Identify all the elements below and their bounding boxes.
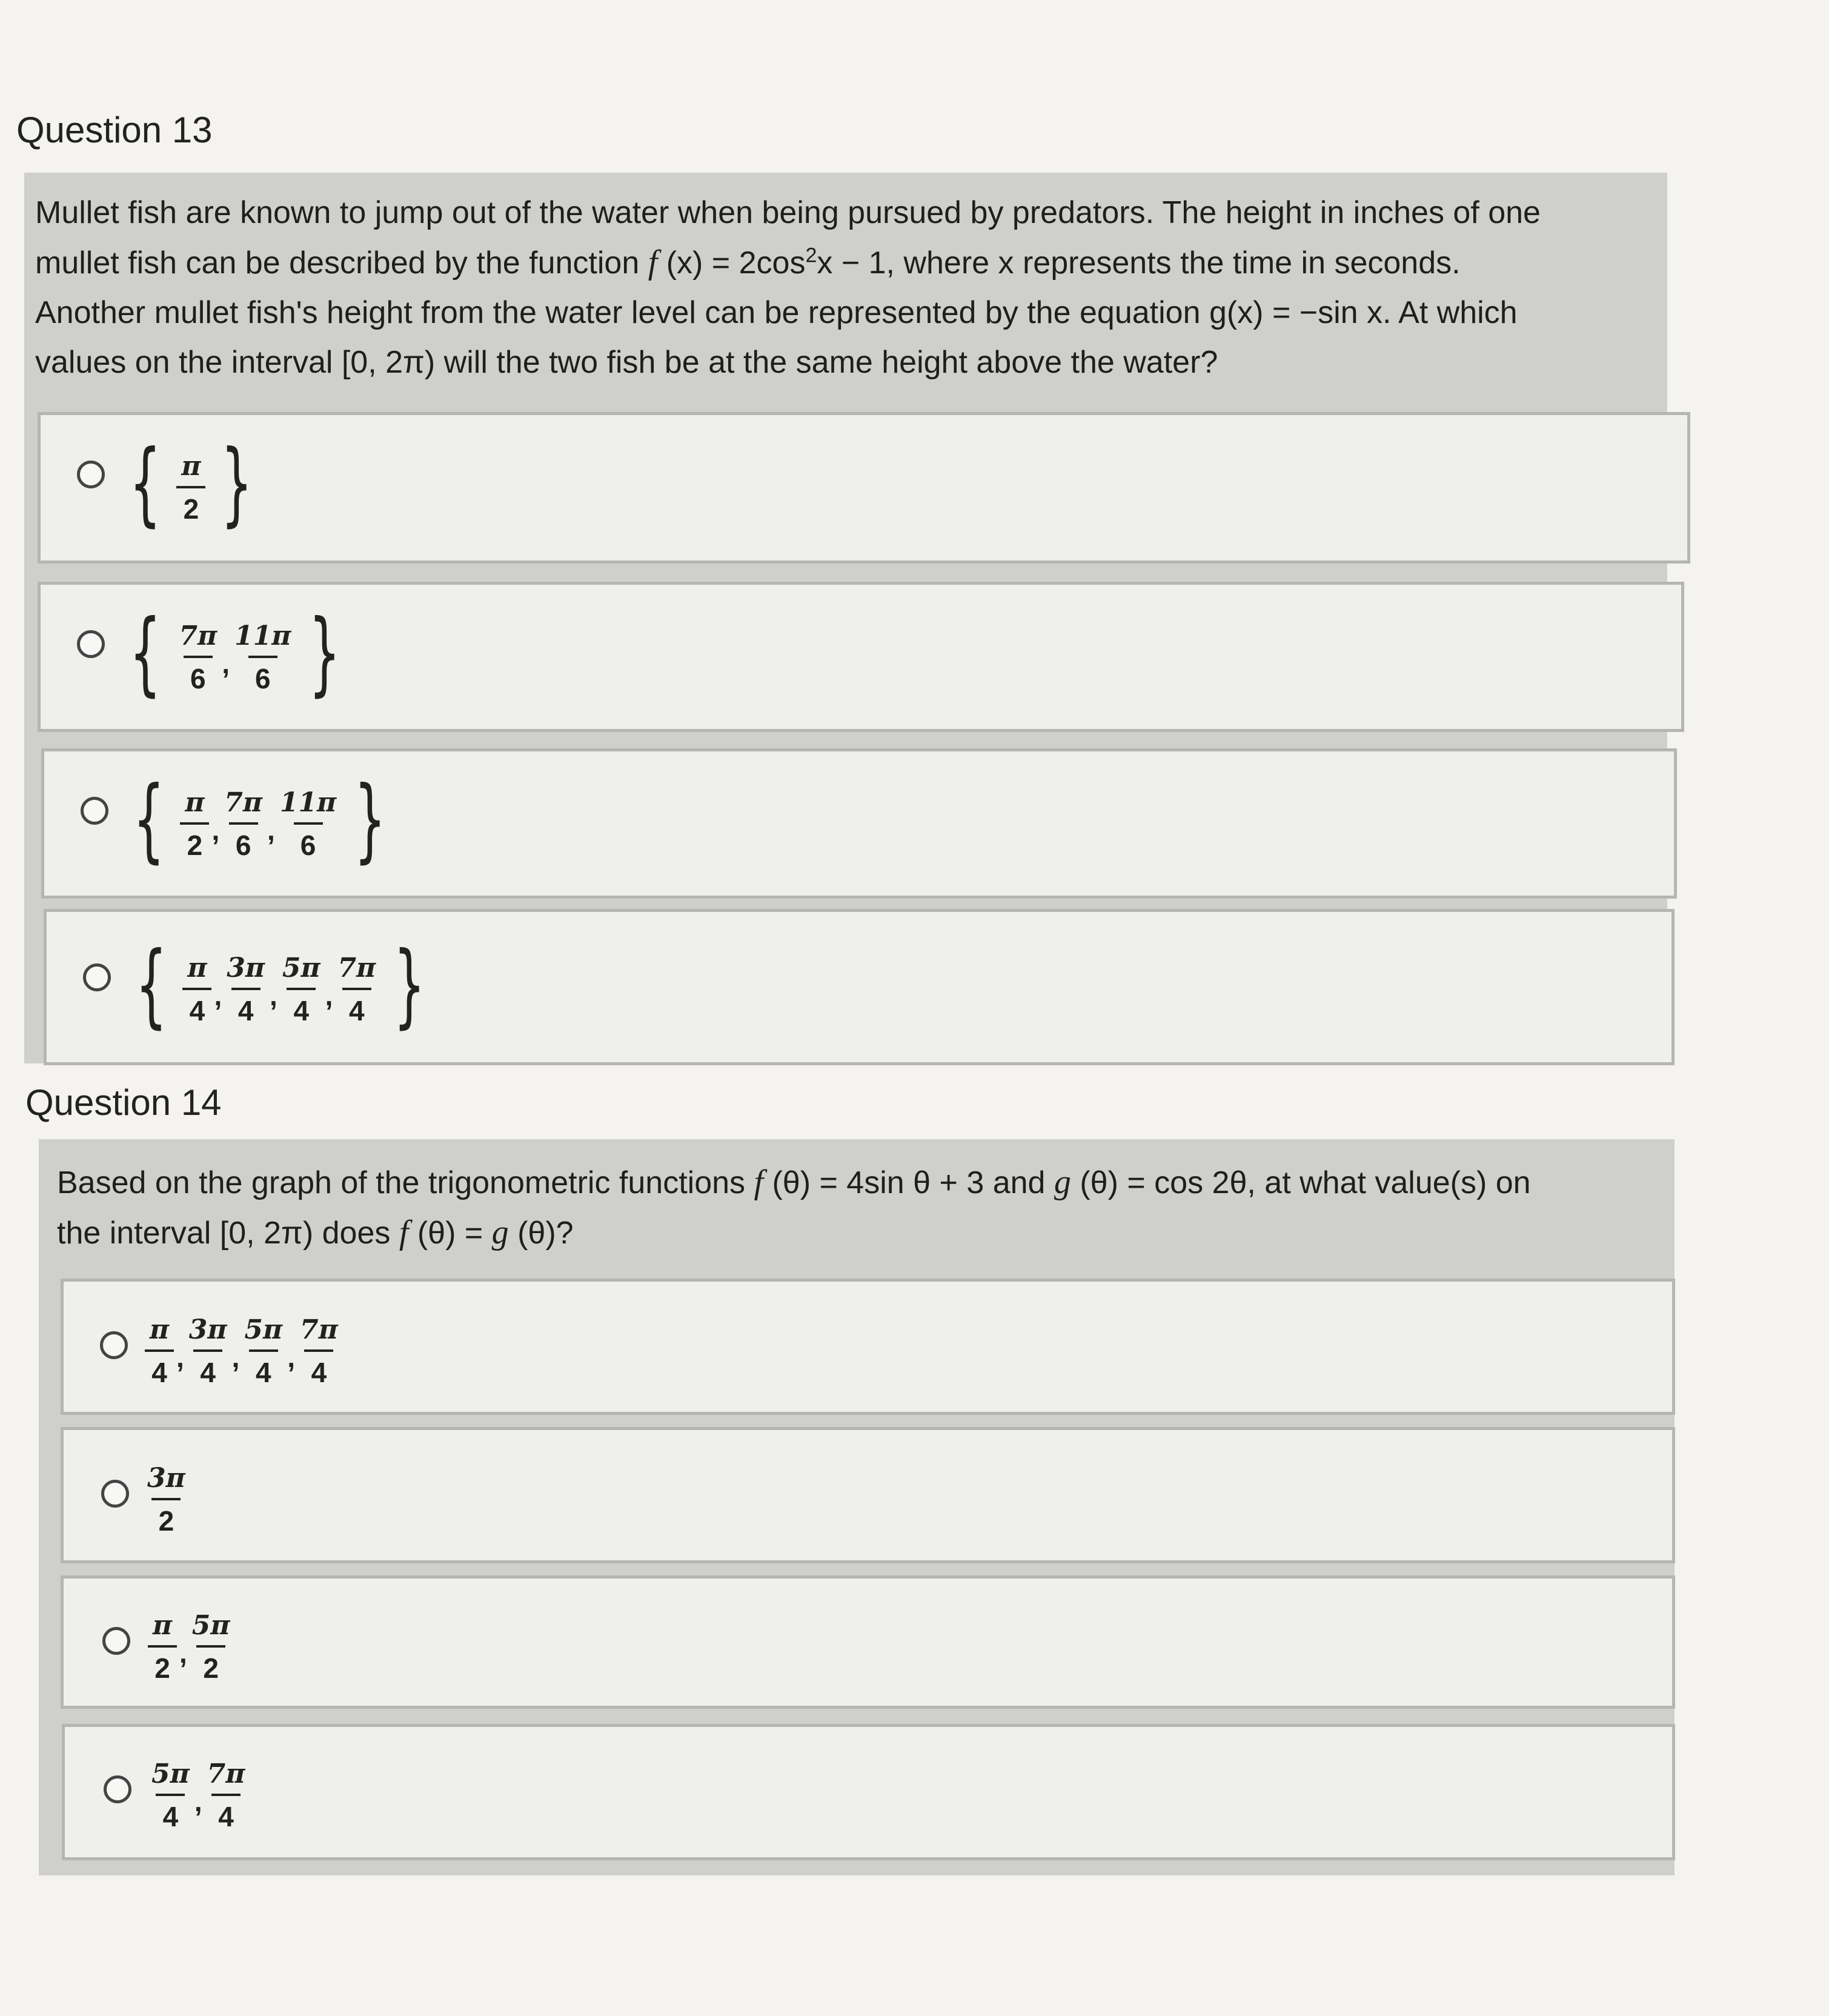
question-13-prompt — [35, 188, 1647, 387]
fraction-denominator: 6 — [229, 822, 258, 862]
q13-option-d-answer — [122, 929, 439, 1050]
q13-l2-text-c: x − 1, where x represents the time in seconds. — [817, 245, 1461, 281]
q14-l1-text-c: (θ) = cos 2θ, at what value(s) on — [1071, 1165, 1531, 1200]
q14-l1-g: g — [1054, 1163, 1071, 1201]
fraction-numerator: 7π — [207, 1758, 245, 1789]
q14-l1-f: f — [754, 1163, 764, 1201]
fraction-denominator: 4 — [193, 1349, 222, 1389]
fraction-numerator: 5π — [244, 1314, 283, 1345]
question-13-line-1: Mullet fish are known to jump out of the water when being pursued by predators. The height in inches of one — [35, 195, 1541, 230]
fraction-denominator: 2 — [151, 1498, 181, 1538]
fraction-numerator: 11π — [279, 787, 337, 818]
fraction-numerator: π — [185, 787, 205, 818]
fraction — [335, 951, 378, 1028]
fraction — [222, 786, 265, 862]
fraction-denominator: 4 — [145, 1349, 174, 1389]
q14-option-c-radio[interactable] — [102, 1627, 130, 1655]
q13-option-c-radio[interactable] — [81, 797, 108, 825]
left-brace: { — [129, 600, 161, 706]
comma: , — [325, 980, 333, 1011]
q13-option-a-radio[interactable] — [77, 461, 105, 488]
fraction-numerator: 5π — [151, 1758, 190, 1789]
fraction-numerator: π — [187, 953, 207, 983]
fraction-denominator: 4 — [156, 1794, 185, 1834]
fraction-denominator: 4 — [249, 1349, 278, 1389]
q14-option-a-radio[interactable] — [100, 1331, 128, 1359]
fraction-numerator: 5π — [282, 953, 320, 983]
comma: , — [287, 1342, 295, 1373]
fraction — [180, 786, 209, 862]
question-14-prompt — [57, 1157, 1656, 1258]
fraction — [224, 951, 267, 1028]
fraction-denominator: 2 — [176, 486, 205, 526]
fraction-numerator: 7π — [337, 953, 376, 983]
fraction — [232, 619, 293, 696]
fraction — [190, 1609, 233, 1685]
fraction-numerator: 7π — [224, 787, 263, 818]
question-13-title: Question 13 — [16, 110, 213, 150]
q13-option-b-radio[interactable] — [77, 630, 105, 658]
q13-option-c[interactable] — [41, 748, 1677, 899]
q14-l1-text-b: (θ) = 4sin θ + 3 and — [763, 1165, 1054, 1200]
fraction — [297, 1313, 340, 1389]
right-brace: } — [393, 933, 426, 1038]
comma: , — [267, 814, 275, 846]
q13-option-a-answer — [116, 427, 266, 548]
q13-l2-sup: 2 — [805, 244, 817, 267]
question-13-line-2 — [35, 238, 1647, 288]
q13-option-b-answer — [116, 597, 354, 718]
fraction — [205, 1757, 248, 1834]
fraction — [280, 951, 323, 1028]
q14-l2-f: f — [399, 1214, 409, 1251]
q14-option-d[interactable] — [62, 1724, 1675, 1860]
question-14-title: Question 14 — [25, 1082, 222, 1123]
q13-l2-f: f — [648, 244, 658, 281]
fraction-numerator: 7π — [179, 620, 217, 651]
q13-option-b[interactable] — [38, 582, 1684, 732]
fraction-denominator: 2 — [148, 1645, 177, 1685]
fraction — [148, 1609, 177, 1685]
left-brace: { — [133, 767, 165, 873]
fraction-denominator: 4 — [304, 1349, 333, 1389]
comma: , — [211, 814, 220, 846]
q14-option-b-answer — [142, 1454, 190, 1545]
fraction-denominator: 4 — [211, 1794, 241, 1834]
fraction-numerator: 3π — [188, 1314, 227, 1345]
q14-option-c-answer — [145, 1602, 235, 1692]
fraction-numerator: 7π — [300, 1314, 338, 1345]
q14-l2-text-c: (θ)? — [508, 1216, 574, 1251]
q14-option-a[interactable] — [61, 1279, 1675, 1415]
fraction-denominator: 4 — [231, 988, 261, 1028]
q13-option-d-radio[interactable] — [83, 963, 111, 991]
right-brace: } — [354, 767, 387, 873]
comma: , — [176, 1342, 184, 1373]
q14-option-d-radio[interactable] — [104, 1775, 131, 1803]
left-brace: { — [135, 933, 167, 1038]
question-13-line-4: values on the interval [0, 2π) will the two fish be at the same height above the water? — [35, 345, 1218, 380]
question-13-line-3: Another mullet fish's height from the water level can be represented by the equation g(x) = −sin x. At which — [35, 295, 1518, 330]
question-14-line-2 — [57, 1208, 1656, 1258]
q14-l1-text-a: Based on the graph of the trigonometric functions — [57, 1165, 754, 1200]
fraction — [277, 786, 339, 862]
fraction-denominator: 2 — [196, 1645, 225, 1685]
q13-l2-text-b: (x) = 2cos — [657, 245, 806, 281]
q14-option-d-answer — [147, 1750, 250, 1841]
q14-option-c[interactable] — [61, 1575, 1675, 1709]
q13-option-d[interactable] — [44, 909, 1675, 1065]
fraction-denominator: 6 — [294, 822, 323, 862]
q14-l2-text-b: (θ) = — [408, 1216, 492, 1251]
left-brace: { — [129, 431, 161, 536]
fraction-denominator: 2 — [180, 822, 209, 862]
fraction-numerator: π — [149, 1314, 170, 1345]
fraction-denominator: 6 — [248, 656, 277, 696]
fraction — [149, 1757, 192, 1834]
fraction-denominator: 4 — [182, 988, 211, 1028]
comma: , — [179, 1637, 187, 1669]
fraction — [182, 951, 211, 1028]
q14-option-b-radio[interactable] — [101, 1480, 129, 1508]
right-brace: } — [221, 431, 253, 536]
fraction — [187, 1313, 230, 1389]
fraction-numerator: 11π — [234, 620, 291, 651]
fraction — [242, 1313, 285, 1389]
fraction-denominator: 6 — [184, 656, 213, 696]
fraction — [145, 1462, 188, 1538]
q14-option-a-answer — [142, 1306, 343, 1397]
fraction-denominator: 4 — [287, 988, 316, 1028]
fraction-numerator: π — [152, 1610, 173, 1641]
fraction-denominator: 4 — [342, 988, 371, 1028]
q14-option-b[interactable] — [61, 1427, 1675, 1563]
fraction — [176, 619, 219, 696]
question-14-line-1 — [57, 1157, 1656, 1208]
q14-l2-text-a: the interval [0, 2π) does — [57, 1216, 399, 1251]
q13-l2-text-a: mullet fish can be described by the function — [35, 245, 648, 281]
comma: , — [194, 1786, 202, 1817]
comma: , — [270, 980, 277, 1011]
q13-option-c-answer — [120, 763, 399, 885]
fraction-numerator: 3π — [147, 1463, 185, 1494]
fraction-numerator: 3π — [227, 953, 265, 983]
q14-l2-g: g — [491, 1214, 509, 1251]
q13-option-a[interactable] — [38, 412, 1690, 564]
fraction-numerator: 5π — [191, 1610, 230, 1641]
fraction — [176, 450, 205, 526]
fraction-numerator: π — [181, 451, 201, 482]
comma: , — [231, 1342, 240, 1373]
right-brace: } — [308, 600, 341, 706]
comma: , — [222, 648, 230, 679]
comma: , — [214, 980, 222, 1011]
fraction — [145, 1313, 174, 1389]
